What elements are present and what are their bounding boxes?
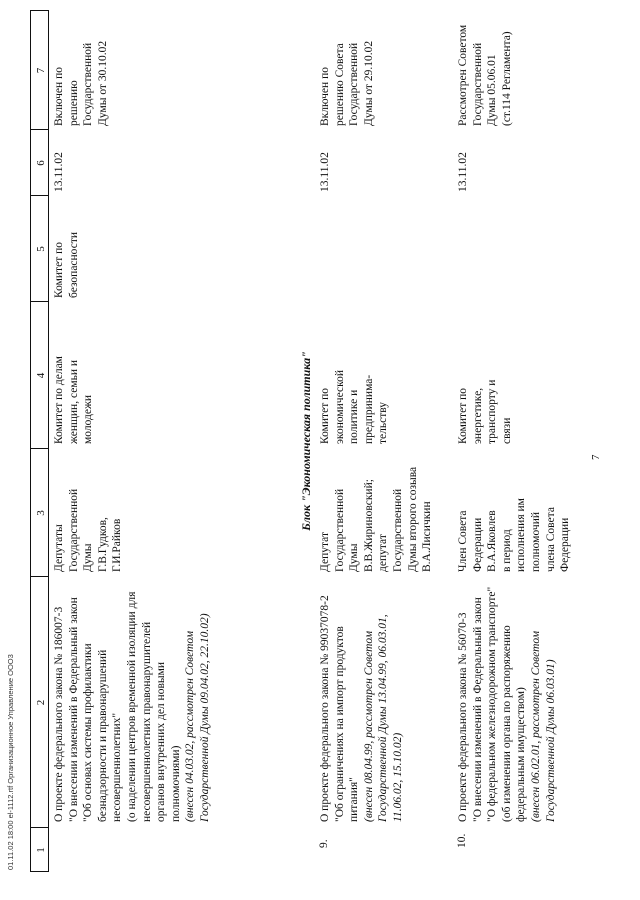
initiator-line: Федерации — [559, 517, 572, 572]
bill-title-note-line: 11.06.02, 15.10.02) — [391, 732, 404, 822]
bill-title-line: О проекте федерального закона № 56070-3 — [457, 612, 469, 822]
responsible-committee-line: Комитет по делам — [53, 356, 65, 444]
bill-title-line: "О внесении изменений в Федеральный закон — [67, 597, 80, 822]
bill-title-line: О проекте федерального закона № 99037078-2 — [319, 595, 331, 822]
co-committee-line: безопасности — [67, 231, 80, 298]
column-number-5: 5 — [35, 246, 47, 252]
responsible-committee-line: предпринима- — [362, 374, 375, 444]
bill-title-line: питания" — [348, 777, 361, 822]
responsible-committee-line: Комитет по — [319, 388, 331, 444]
bill-title — [456, 577, 558, 822]
block-title: Блок "Экономическая политика" — [299, 351, 313, 531]
responsible-committee-line: транспорту и — [486, 379, 499, 444]
initiator-line: Думы второго созыва — [406, 466, 419, 572]
bill-title-note-line: (внесен 04.03.02, рассмотрен Советом — [184, 630, 197, 822]
initiator-line: Депутат — [319, 532, 331, 572]
bill-title-line: безнадзорности и правонарушений — [96, 649, 109, 822]
responsible-committee — [318, 299, 391, 444]
initiator-line: исполнения им — [515, 498, 528, 572]
responsible-committee-line: экономической — [333, 370, 346, 444]
initiator-line: В.А.Лисичкин — [421, 501, 434, 572]
bill-title-line: О проекте федерального закона № 186007-3 — [53, 606, 65, 822]
header-bottom-border — [48, 10, 49, 872]
initiator-line: в период — [500, 529, 513, 572]
responsible-committee-line: женщин, семьи и — [67, 359, 80, 444]
co-committee-line: Комитет по — [53, 242, 65, 298]
responsible-committee — [52, 299, 96, 444]
column-number-1: 1 — [35, 847, 47, 853]
status-line: решению — [67, 80, 80, 126]
responsible-committee-line: политике и — [348, 389, 361, 444]
bills-table — [30, 10, 570, 872]
column-number-3: 3 — [35, 510, 47, 516]
bill-title-line: полномочиями) — [169, 745, 182, 822]
status-line: решению Совета — [333, 43, 346, 126]
initiator-line: Федерации — [471, 517, 484, 572]
initiator-line: полномочий — [529, 512, 542, 572]
initiator-line: депутат — [377, 534, 390, 572]
bill-title-line: несовершеннолетних правонарушителей — [140, 621, 153, 822]
bill-title-note-line: Государственной Думы 13.04.99, 06.03.01, — [377, 614, 390, 822]
initiator-line: Член Совета — [457, 510, 469, 572]
bill-title-line: федеральным имуществом) — [515, 687, 528, 822]
initiator-line: В.А.Яковлев — [486, 510, 499, 572]
status-line: Включен по — [319, 67, 331, 126]
column-number-2: 2 — [35, 699, 47, 706]
initiator — [456, 447, 573, 572]
status-line: Думы от 30.10.02 — [96, 40, 109, 126]
bill-title-line: органов внутренних дел новыми — [155, 661, 168, 822]
responsible-committee-line: связи — [500, 417, 513, 444]
initiator-line: Г.В.Гудков, — [96, 517, 109, 572]
table-top-border — [30, 10, 31, 872]
initiator-line: Г.И.Райков — [111, 518, 124, 572]
bill-title-line: "Об основах системы профилактики — [82, 643, 95, 822]
status — [318, 10, 376, 126]
row-number: 10. — [456, 833, 468, 848]
initiator-line: Думы — [82, 543, 95, 572]
consideration-date: 13.11.02 — [319, 152, 331, 192]
bill-title — [318, 577, 406, 822]
status-line: Думы 05.06.01 — [486, 54, 499, 126]
status-line: Включен по — [53, 67, 65, 126]
responsible-committee — [456, 299, 514, 444]
footer-text: 01.11.02 18:00 el-1112.rtf Организационное Управление ООО3 — [6, 654, 15, 870]
bill-title-line: (об изменении органа по распоряжению — [500, 625, 513, 822]
bill-title-line: несовершеннолетних" — [111, 712, 124, 822]
row-number: 9. — [318, 839, 330, 848]
initiator-line: Государственной — [333, 488, 346, 572]
initiator-line: Думы — [348, 543, 361, 572]
bill-title-line: "Об ограничениях на импорт продуктов — [333, 626, 346, 822]
status-line: Государственной — [82, 42, 95, 126]
initiator-line: Государственной — [67, 488, 80, 572]
initiator-line: члена Совета — [544, 507, 557, 572]
status — [52, 10, 110, 126]
bill-title-note-line: (внесен 06.02.01, рассмотрен Советом — [529, 630, 542, 822]
initiator-line: Государственной — [391, 488, 404, 572]
status-line: Думы от 29.10.02 — [362, 40, 375, 126]
bill-title-note-line: (внесен 08.04.99, рассмотрен Советом — [362, 630, 375, 822]
bill-title-line: "О внесении изменений в Федеральный закон — [471, 597, 484, 822]
responsible-committee-line: тельству — [377, 401, 390, 444]
initiator — [318, 447, 435, 572]
page-number: 7 — [590, 454, 602, 460]
status-line: Государственной — [348, 42, 361, 126]
responsible-committee-line: молодежи — [82, 394, 95, 444]
column-number-4: 4 — [35, 372, 47, 379]
initiator-line: В.В.Жириновский; — [362, 479, 375, 572]
initiator-line: Депутаты — [53, 524, 65, 572]
bill-title-note-line: Государственной Думы 09.04.02, 22.10.02) — [198, 613, 211, 822]
column-number-7: 7 — [35, 67, 47, 74]
status — [456, 10, 514, 126]
initiator — [52, 447, 125, 572]
status-line: Государственной — [471, 42, 484, 126]
consideration-date: 13.11.02 — [457, 152, 469, 192]
co-committee — [52, 194, 81, 298]
bill-title-note-line: Государственной Думы 06.03.01) — [544, 659, 557, 822]
status-line: Рассмотрен Советом — [457, 24, 469, 126]
consideration-date: 13.11.02 — [53, 152, 65, 192]
responsible-committee-line: энергетике, — [471, 387, 484, 444]
status-line: (ст.114 Регламента) — [500, 31, 513, 126]
responsible-committee-line: Комитет по — [457, 388, 469, 444]
bill-title-line: (о наделении центров временной изоляции для — [125, 591, 138, 822]
column-number-6: 6 — [35, 160, 47, 166]
bill-title — [52, 577, 213, 822]
bill-title-line: "О федеральном железнодорожном транспорте" — [486, 586, 499, 822]
